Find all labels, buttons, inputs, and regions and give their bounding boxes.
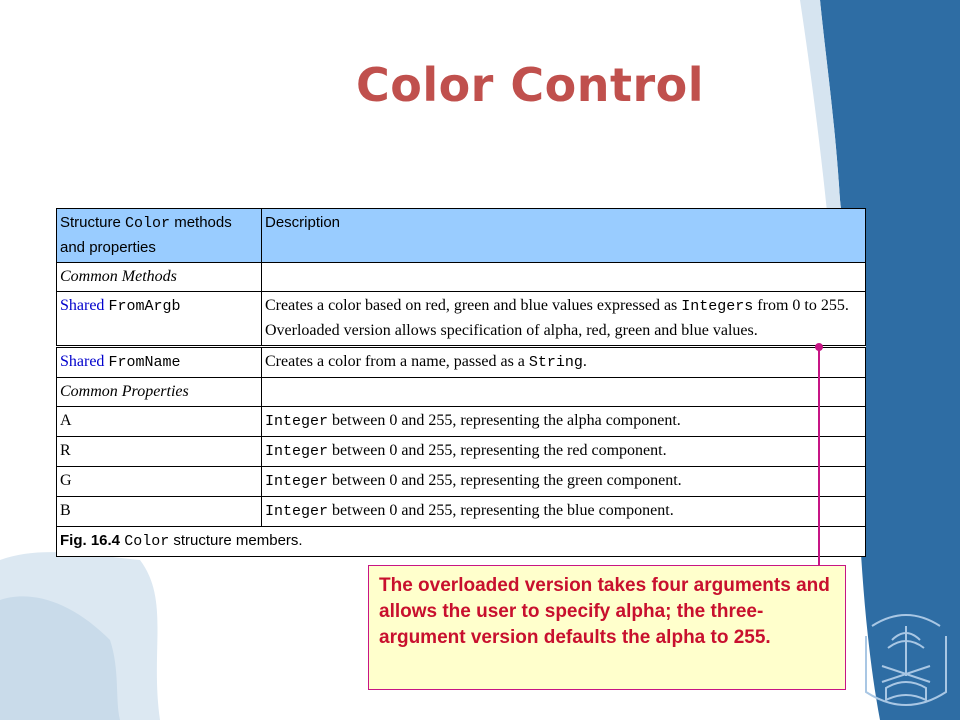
table-row bbox=[57, 497, 866, 527]
header-methods-cell bbox=[57, 209, 262, 263]
desc-text: Creates a color based on red, green and blue values expressed as bbox=[265, 297, 682, 314]
shared-keyword: Shared bbox=[60, 353, 105, 370]
desc-text: between 0 and 255, representing the blue component. bbox=[328, 502, 674, 519]
property-name: B bbox=[57, 497, 262, 527]
university-logo-icon bbox=[852, 596, 960, 720]
members-table bbox=[56, 208, 866, 557]
shared-keyword: Shared bbox=[60, 297, 105, 314]
empty-cell bbox=[262, 263, 866, 292]
figure-caption-row bbox=[57, 527, 866, 557]
caption-text: structure members. bbox=[169, 532, 303, 549]
desc-text: between 0 and 255, representing the green component. bbox=[328, 472, 682, 489]
property-name: G bbox=[57, 467, 262, 497]
caption-code: Color bbox=[124, 533, 170, 550]
header-text-post: methods and properties bbox=[60, 214, 232, 256]
property-description-cell bbox=[262, 437, 866, 467]
desc-text: between 0 and 255, representing the red component. bbox=[328, 442, 667, 459]
method-name: FromName bbox=[108, 354, 181, 371]
method-name-cell bbox=[57, 347, 262, 378]
header-description-cell: Description bbox=[262, 209, 866, 263]
caption-fig-label: Fig. 16.4 bbox=[60, 532, 121, 549]
table-row bbox=[57, 407, 866, 437]
section-row-methods bbox=[57, 263, 866, 292]
empty-cell bbox=[262, 378, 866, 407]
property-name: A bbox=[57, 407, 262, 437]
method-name-cell bbox=[57, 292, 262, 347]
desc-code: Integers bbox=[681, 298, 754, 315]
desc-text: Creates a color from a name, passed as a bbox=[265, 353, 529, 370]
method-description-cell bbox=[262, 347, 866, 378]
desc-text: between 0 and 255, representing the alpha component. bbox=[328, 412, 681, 429]
method-name: FromArgb bbox=[108, 298, 181, 315]
figure-caption bbox=[57, 527, 866, 557]
header-code: Color bbox=[125, 215, 171, 232]
desc-code: String bbox=[528, 354, 583, 371]
section-row-properties bbox=[57, 378, 866, 407]
desc-code: Integer bbox=[265, 503, 329, 520]
table-row bbox=[57, 347, 866, 378]
header-text: Structure bbox=[60, 214, 126, 231]
callout-anchor-dot bbox=[815, 343, 823, 351]
slide-title: Color Control bbox=[355, 58, 705, 112]
desc-text-post: from 0 to 255. Overloaded version allows specification of alpha, red, green and blue values. bbox=[265, 297, 849, 339]
table-row bbox=[57, 292, 866, 347]
section-label-methods: Common Methods bbox=[57, 263, 262, 292]
table-row bbox=[57, 437, 866, 467]
callout-connector bbox=[818, 346, 820, 566]
table-row bbox=[57, 467, 866, 497]
desc-code: Integer bbox=[265, 443, 329, 460]
table-header-row bbox=[57, 209, 866, 263]
property-description-cell bbox=[262, 467, 866, 497]
method-description-cell bbox=[262, 292, 866, 347]
desc-code: Integer bbox=[265, 473, 329, 490]
section-label-properties: Common Properties bbox=[57, 378, 262, 407]
callout-note: The overloaded version takes four arguments and allows the user to specify alpha; the three-argument version defaults the alpha to 255. bbox=[368, 565, 846, 690]
property-description-cell bbox=[262, 497, 866, 527]
desc-text-post: . bbox=[582, 353, 587, 370]
desc-code: Integer bbox=[265, 413, 329, 430]
property-description-cell bbox=[262, 407, 866, 437]
property-name: R bbox=[57, 437, 262, 467]
